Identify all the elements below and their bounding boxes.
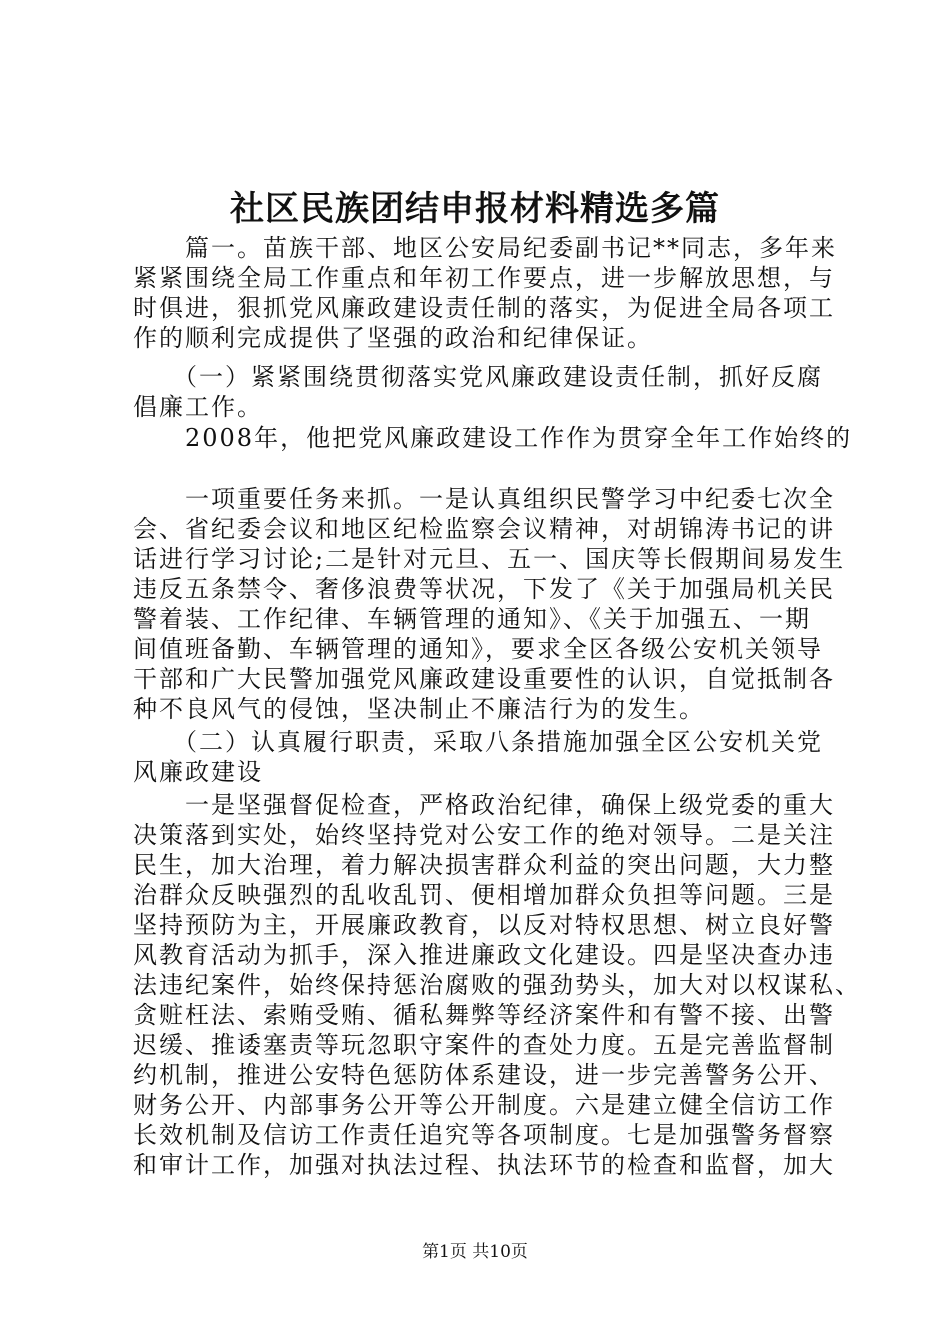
body-line: 约机制，推进公安特色惩防体系建设，进一步完善警务公开、	[133, 1061, 835, 1089]
body-line: 迟缓、推诿塞责等玩忽职守案件的查处力度。五是完善监督制	[133, 1031, 835, 1059]
body-line: 长效机制及信访工作责任追究等各项制度。七是加强警务督察	[133, 1121, 835, 1149]
body-line: 干部和广大民警加强党风廉政建设重要性的认识，自觉抵制各	[133, 665, 835, 693]
body-line: 倡廉工作。	[133, 393, 263, 421]
body-line: 法违纪案件，始终保持惩治腐败的强劲势头，加大对以权谋私、	[133, 971, 861, 999]
body-line: 会、省纪委会议和地区纪检监察会议精神，对胡锦涛书记的讲	[133, 515, 835, 543]
body-line: 篇一。苗族干部、地区公安局纪委副书记**同志，多年来	[133, 234, 837, 262]
body-line: 一是坚强督促检查，严格政治纪律，确保上级党委的重大	[133, 791, 835, 819]
body-line: 贪赃枉法、索贿受贿、循私舞弊等经济案件和有警不接、出警	[133, 1001, 835, 1029]
body-line: 作的顺利完成提供了坚强的政治和纪律保证。	[133, 324, 653, 352]
body-line: 风教育活动为抓手，深入推进廉政文化建设。四是坚决查办违	[133, 941, 835, 969]
body-line: 违反五条禁令、奢侈浪费等状况，下发了《关于加强局机关民	[133, 575, 835, 603]
body-line: 种不良风气的侵蚀，坚决制止不廉洁行为的发生。	[133, 695, 705, 723]
body-line: 间值班备勤、车辆管理的通知》，要求全区各级公安机关领导	[133, 635, 823, 663]
body-line: 风廉政建设	[133, 758, 263, 786]
body-line: 和审计工作，加强对执法过程、执法环节的检查和监督，加大	[133, 1151, 835, 1179]
body-line: 民生，加大治理，着力解决损害群众利益的突出问题，大力整	[133, 851, 835, 879]
document-title: 社区民族团结申报材料精选多篇	[230, 189, 720, 229]
body-line: 一项重要任务来抓。一是认真组织民警学习中纪委七次全	[133, 485, 835, 513]
body-line: （一）紧紧围绕贯彻落实党风廉政建设责任制，抓好反腐	[133, 363, 823, 391]
body-line: 紧紧围绕全局工作重点和年初工作要点，进一步解放思想，与	[133, 264, 835, 292]
body-line: 财务公开、内部事务公开等公开制度。六是建立健全信访工作	[133, 1091, 835, 1119]
body-line: 坚持预防为主，开展廉政教育，以反对特权思想、树立良好警	[133, 911, 835, 939]
body-line: 警着装、工作纪律、车辆管理的通知》、《关于加强五、一期	[133, 605, 811, 633]
body-line: 2008年，他把党风廉政建设工作作为贯穿全年工作始终的	[133, 424, 853, 452]
body-line: （二）认真履行职责，采取八条措施加强全区公安机关党	[133, 728, 823, 756]
body-line: 决策落到实处，始终坚持党对公安工作的绝对领导。二是关注	[133, 821, 835, 849]
body-line: 话进行学习讨论;二是针对元旦、五一、国庆等长假期间易发生	[133, 545, 846, 573]
body-line: 时俱进，狠抓党风廉政建设责任制的落实，为促进全局各项工	[133, 294, 835, 322]
body-line: 治群众反映强烈的乱收乱罚、便相增加群众负担等问题。三是	[133, 881, 835, 909]
page-number: 第1页 共10页	[422, 1242, 528, 1262]
